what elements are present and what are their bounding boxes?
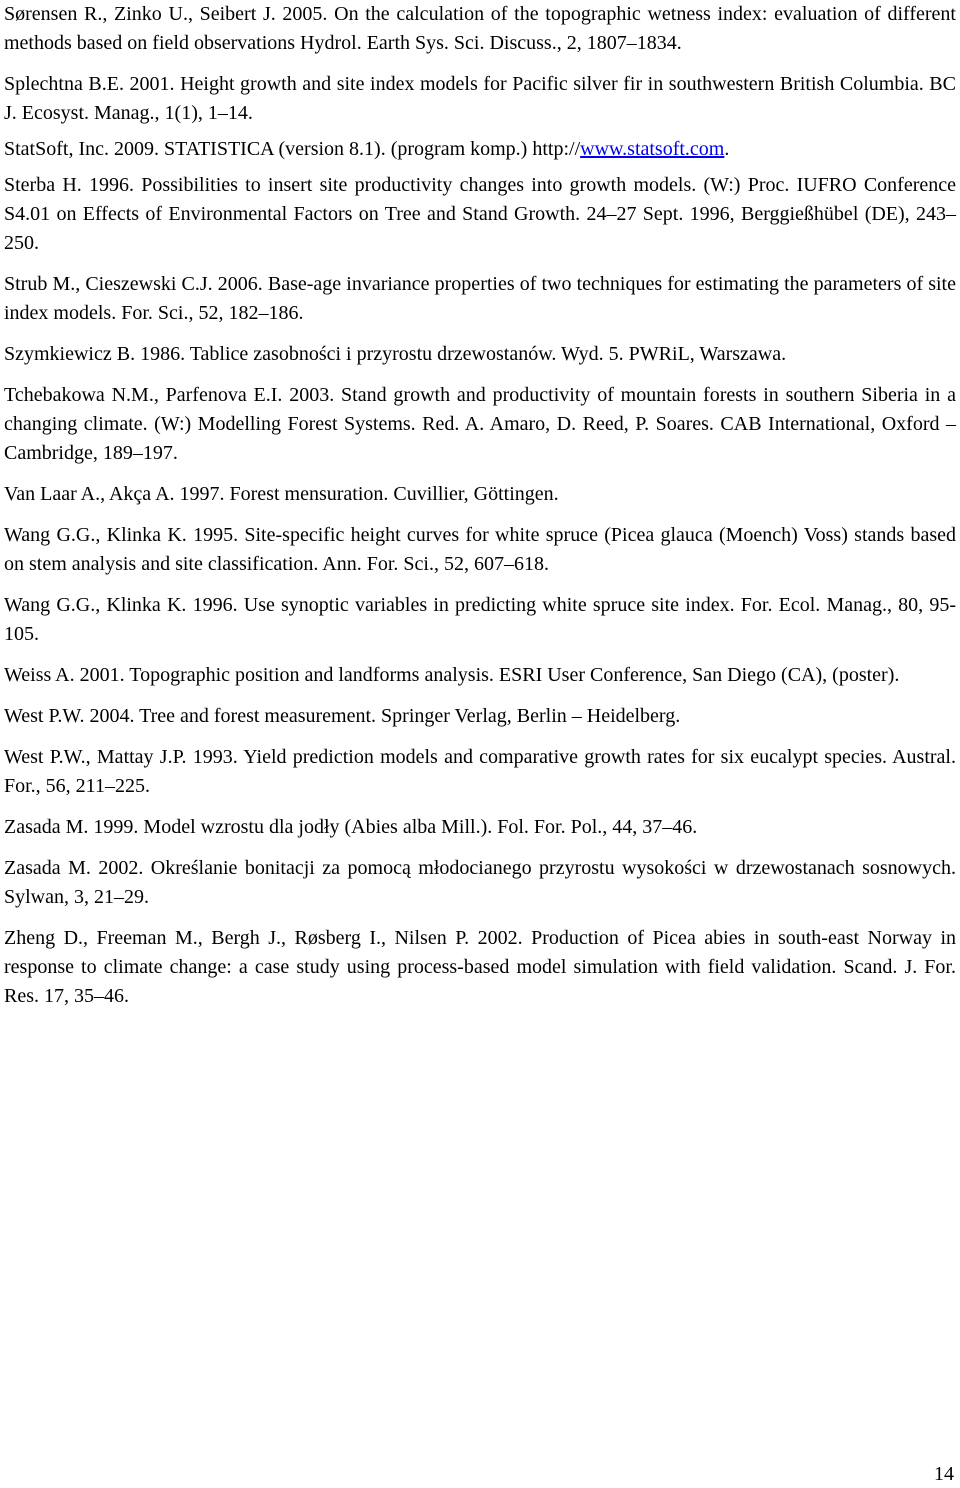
reference-item: Weiss A. 2001. Topographic position and landforms analysis. ESRI User Conference, San Diego (CA), (poster). xyxy=(4,664,900,686)
reference-item: Van Laar A., Akça A. 1997. Forest mensuration. Cuvillier, Göttingen. xyxy=(4,483,559,505)
reference-item: Zheng D., Freeman M., Bergh J., Røsberg I., Nilsen P. 2002. Production of Picea abies in south-east Norway in response to climate change: a case study using process-based model simulation with field validation. Scand. J. For. Res. 17, 35–46. xyxy=(4,927,956,1007)
reference-list xyxy=(4,0,956,1011)
reference-text: . xyxy=(724,138,730,160)
statsoft-link[interactable]: www.statsoft.com xyxy=(580,138,725,160)
reference-item: Splechtna B.E. 2001. Height growth and site index models for Pacific silver fir in southwestern British Columbia. BC J. Ecosyst. Manag., 1(1), 1–14. xyxy=(4,73,956,124)
reference-item: West P.W. 2004. Tree and forest measurement. Springer Verlag, Berlin – Heidelberg. xyxy=(4,705,681,727)
reference-item: Wang G.G., Klinka K. 1996. Use synoptic variables in predicting white spruce site index. For. Ecol. Manag., 80, 95-105. xyxy=(4,594,956,645)
reference-item: Wang G.G., Klinka K. 1995. Site-specific height curves for white spruce (Picea glauca (Moench) Voss) stands based on stem analysis and site classification. Ann. For. Sci., 52, 607–618. xyxy=(4,524,956,575)
reference-item: Zasada M. 1999. Model wzrostu dla jodły (Abies alba Mill.). Fol. For. Pol., 44, 37–46. xyxy=(4,816,698,838)
reference-item: Strub M., Cieszewski C.J. 2006. Base-age invariance properties of two techniques for estimating the parameters of site index models. For. Sci., 52, 182–186. xyxy=(4,273,956,324)
reference-item: Zasada M. 2002. Określanie bonitacji za pomocą młodocianego przyrostu wysokości w drzewostanach sosnowych. Sylwan, 3, 21–29. xyxy=(4,857,956,908)
reference-item: Sterba H. 1996. Possibilities to insert site productivity changes into growth models. (W:) Proc. IUFRO Conference S4.01 on Effects of Environmental Factors on Tree and Stand Growth. 24–27 Sept. 1996, Berggießhübel (DE), 243–250. xyxy=(4,174,956,254)
reference-page xyxy=(4,0,956,1023)
reference-item xyxy=(4,135,956,164)
reference-item: Tchebakowa N.M., Parfenova E.I. 2003. Stand growth and productivity of mountain forests in southern Siberia in a changing climate. (W:) Modelling Forest Systems. Red. A. Amaro, D. Reed, P. Soares. CAB International, Oxford – Cambridge, 189–197. xyxy=(4,384,956,464)
page-number: 14 xyxy=(934,1463,954,1485)
reference-item: Sørensen R., Zinko U., Seibert J. 2005. On the calculation of the topographic wetness index: evaluation of different methods based on field observations Hydrol. Earth Sys. Sci. Discuss., 2, 1807–1834. xyxy=(4,3,956,54)
reference-item: Szymkiewicz B. 1986. Tablice zasobności i przyrostu drzewostanów. Wyd. 5. PWRiL, Warszawa. xyxy=(4,343,787,365)
reference-text: StatSoft, Inc. 2009. STATISTICA (version 8.1). (program komp.) http:// xyxy=(4,138,581,160)
reference-item: West P.W., Mattay J.P. 1993. Yield prediction models and comparative growth rates for six eucalypt species. Austral. For., 56, 211–225. xyxy=(4,746,956,797)
